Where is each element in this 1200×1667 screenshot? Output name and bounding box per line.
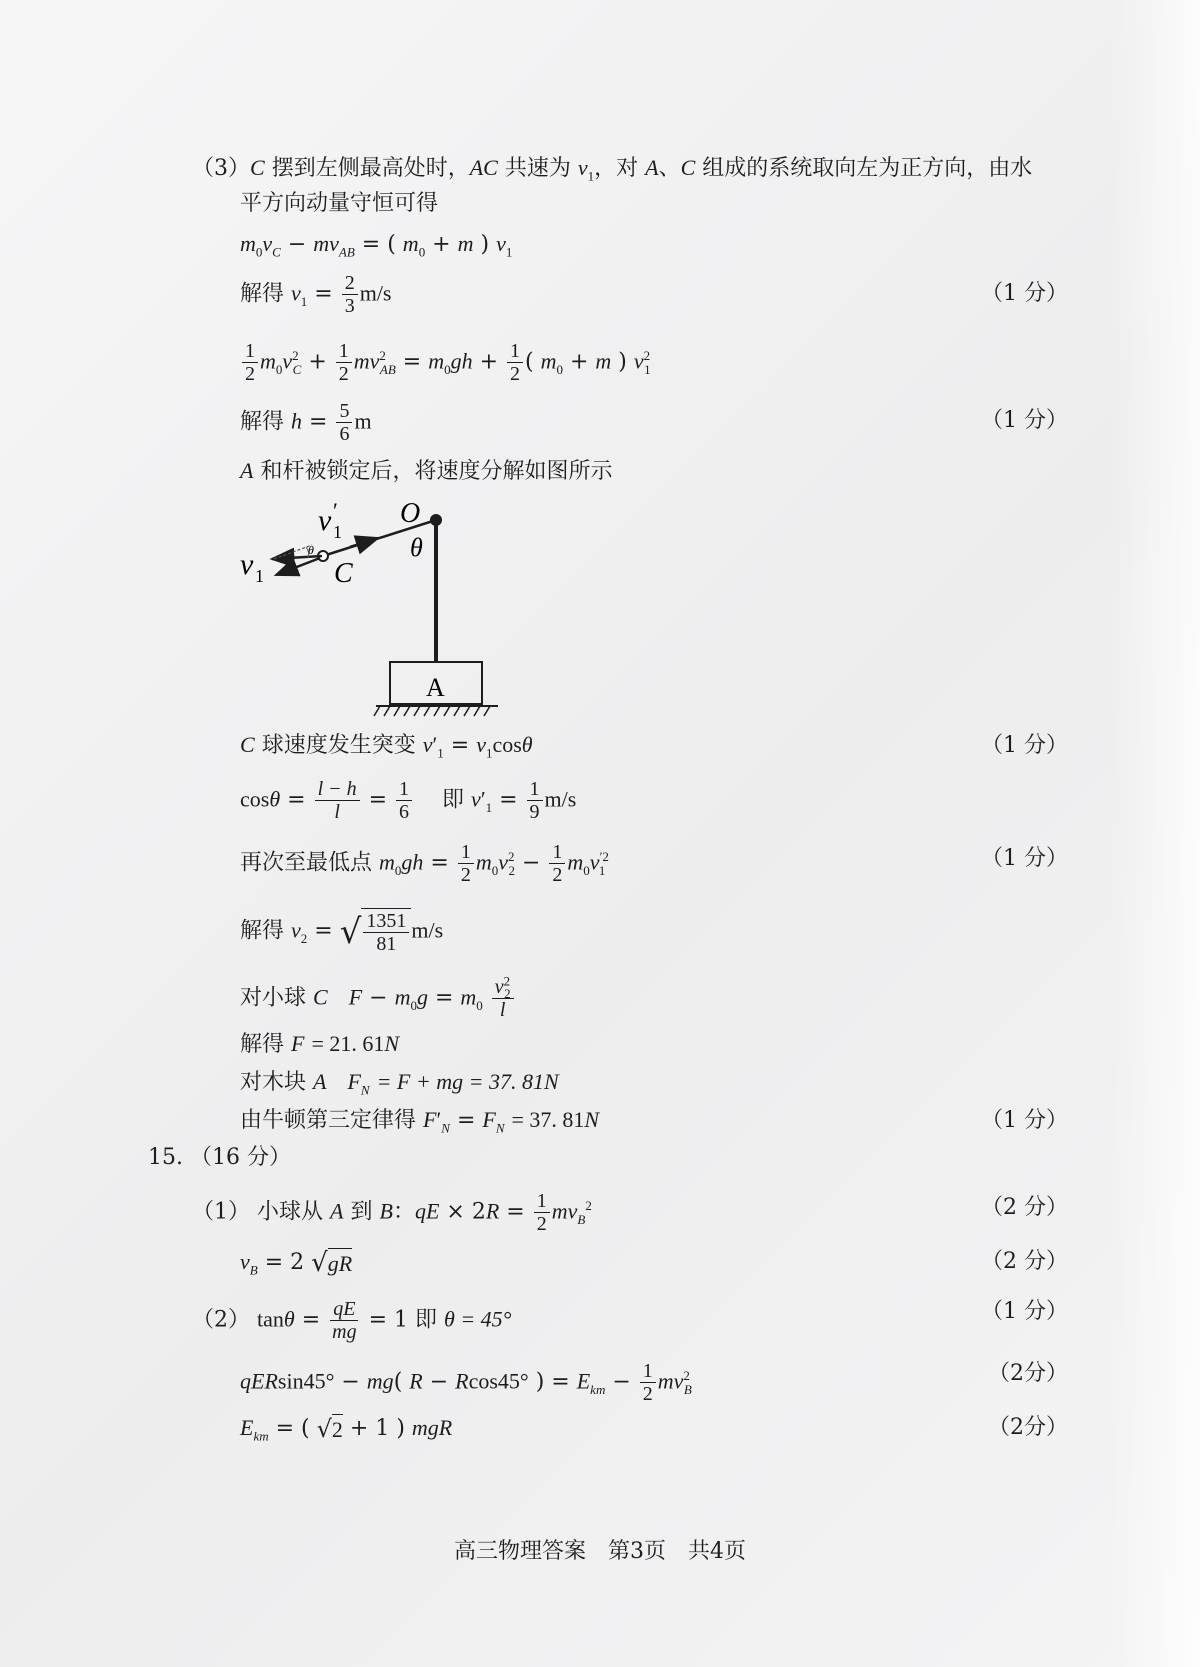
v1-label: v (240, 548, 254, 581)
sudden-change-line: C 球速度发生突变 $v'_1 = v_1\cos\theta$ (240, 732, 533, 761)
energy-equation: $\frac{1}{2}$ $m_0v^2_C$ + $\frac{1}{2}$ $mv^2_{AB} = m_0gh$ + $\frac{1}{2}$ ( $m_0 + m$ ) $v^2_1$ (240, 340, 651, 385)
page-footer: 高三物理答案 第3页 共4页 (454, 1539, 746, 1564)
page-edge-shade (1110, 0, 1200, 1667)
part3-intro-line1: （3）C 摆到左侧最高处时，AC 共速为 $v_1$，对 A、C 组成的系统取向左为正方向，由水 (192, 155, 1033, 184)
q15-part2-line: （2） tanθ = $\frac{qE}{mg}$ = 1 即 θ = 45° (192, 1298, 512, 1343)
v1-result: 解得 $v_1$ = $\frac{2}{3}$ m/s (240, 272, 392, 317)
newton-third-law-line: 由牛顿第三定律得 $F'_N = F_N = 37$. 81N (240, 1107, 600, 1136)
o-label: O (400, 498, 421, 529)
v1-prime-sub: 1 (333, 522, 342, 542)
f-result: 解得 F = 21. 61N (240, 1031, 400, 1057)
points-q15-1a: （2 分） (981, 1195, 1068, 1220)
string-direction-arrow (350, 538, 378, 547)
lowest-point-line: 再次至最低点 $m_0gh$ = $\frac{1}{2}$ $m_0v^2_2$ − $\frac{1}{2}$ $m_0v^{'2}_1$ (240, 841, 609, 886)
v1-sub: 1 (255, 566, 264, 586)
small-theta-label: θ (308, 543, 314, 557)
points-q15-2b: （2分） (988, 1361, 1068, 1386)
points-q15-2c: （2分） (988, 1415, 1068, 1440)
c-label: C (334, 558, 353, 589)
points-v1: （1 分） (981, 281, 1068, 306)
v1-prime-arrow (276, 558, 320, 575)
points-h: （1 分） (981, 408, 1068, 433)
velocity-decomposition-diagram (240, 498, 520, 722)
a-label: A (426, 673, 445, 702)
lock-text: A 和杆被锁定后，将速度分解如图所示 (240, 458, 613, 484)
momentum-equation: $m_0v_C - mv_{AB}$ = ( $m_0 + m$ ) $v_1$ (240, 231, 513, 260)
vertical-rod (434, 520, 438, 662)
points-q15-2a: （1 分） (981, 1299, 1068, 1324)
ekm-result: $E_{km}$ = ( √ 2 + 1 ) mgR (240, 1415, 453, 1444)
part3-intro-line2: 平方向动量守恒可得 (240, 191, 439, 216)
ball-c-force-line: 对小球 C $F - m_0g = m_0$ $\frac{v^2_2}{l}$ (240, 976, 516, 1021)
points-lowest: （1 分） (981, 846, 1068, 871)
points-newton: （1 分） (981, 1108, 1068, 1133)
block-a-force-line: 对木块 A $F_N = F$ + mg = 37. 81N (240, 1069, 559, 1098)
cos-theta-line: cosθ = $\frac{l - h}{l}$ = $\frac{1}{6}$ 即 $v'_1$ = $\frac{1}{9}$ m/s (240, 778, 577, 823)
q15-part1-line: （1） 小球从 A 到 B：qE × 2R = $\frac{1}{2}$ $mv_B^2$ (192, 1190, 592, 1235)
v1-prime-label: v (318, 504, 332, 537)
h-result: 解得 h = $\frac{5}{6}$ m (240, 400, 372, 445)
vb-result: $v_B = 2$ √ gR (240, 1248, 353, 1278)
points-q15-1b: （2 分） (981, 1249, 1068, 1274)
v1-prime-sup: ′ (333, 498, 338, 523)
question-15-header: 15. （16 分） (148, 1145, 291, 1170)
theta-label: θ (410, 533, 423, 562)
points-sudden: （1 分） (981, 733, 1068, 758)
q15-energy-equation: qERsin45° − mg( R − Rcos45° ) = $E_{km}$ − $\frac{1}{2}$ $mv^2_B$ (240, 1360, 692, 1405)
ground-hatch (374, 706, 490, 716)
v2-result: 解得 $v_2$ = √ $\frac{1351}{81}$ m/s (240, 910, 444, 955)
